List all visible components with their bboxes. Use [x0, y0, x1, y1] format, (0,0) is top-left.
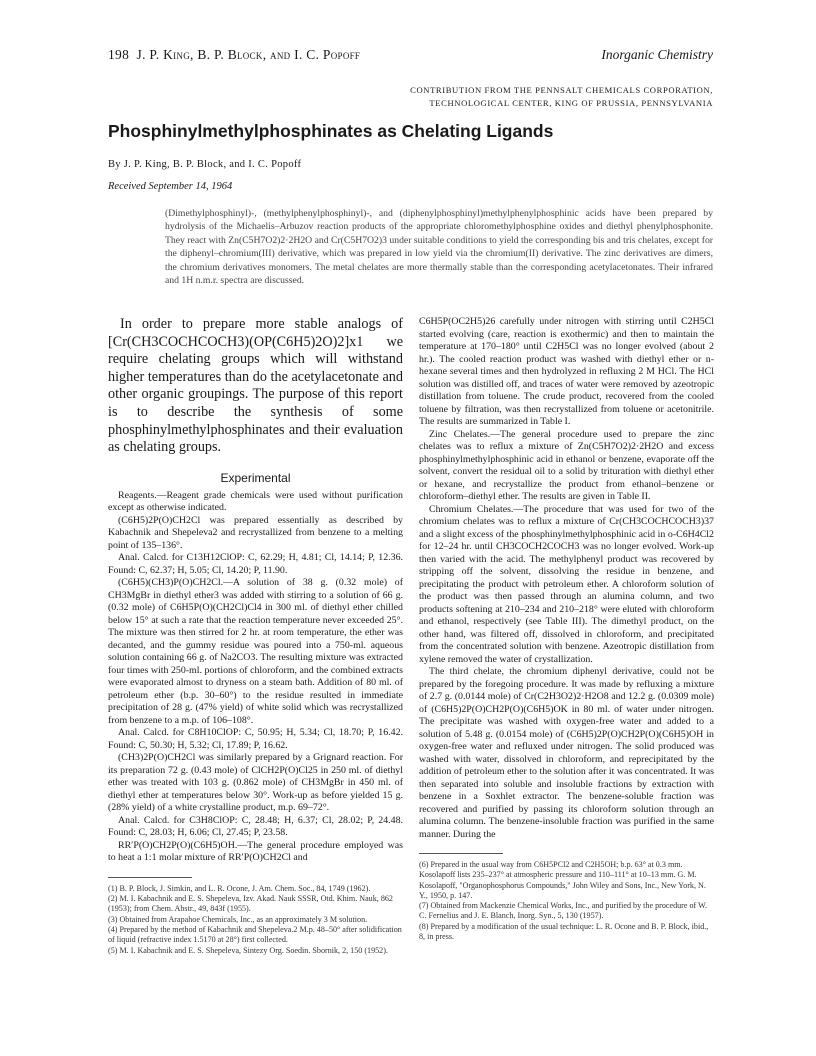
- paragraph: (CH3)2P(O)CH2Cl was similarly prepared by a Grignard reaction. For its preparation 72 g. (0.43 mole) of ClCH2P(O)Cl25 in 250 ml. of diethyl ether was treated with 103 g. (0.862 mole) of CH3MgBr in 450 ml. of diethyl ether at temperatures below 30°. Work-up as before yielded 15 g. (28% yield) of a white crystalline product, m.p. 69–72°.: [108, 752, 403, 814]
- paragraph: Anal. Calcd. for C8H10ClOP: C, 50.95; H, 5.34; Cl, 18.70; P, 16.42. Found: C, 50.30; H, 5.32; Cl, 17.89; P, 16.62.: [108, 727, 403, 751]
- paragraph: (C6H5)(CH3)P(O)CH2Cl.—A solution of 38 g. (0.32 mole) of CH3MgBr in diethyl ether3 was added with stirring to a solution of 66 g. (0.32 mole) of C6H5P(O)(CH2Cl)Cl4 in 300 ml. of diethyl ether chilled below 15° at such a rate that the reaction temperature never exceeded 25°. The mixture was then stirred for 2 hr. at room temperature, the ether was decanted, and the gummy residue was poured into a 750-ml. aqueous solution containing 66 g. of Na2CO3. The resulting mixture was extracted four times with 250-ml. portions of chloroform, and the combined extracts were evaporated almost to dryness on a steam bath. Addition of 80 ml. of petroleum ether (b.p. 30–60°) to the residue resulted in immediate precipitation of 28 g. (47% yield) of white solid which was recrystallized from benzene to a m.p. of 106–108°.: [108, 577, 403, 726]
- paragraph: Anal. Calcd. for C13H12ClOP: C, 62.29; H, 4.81; Cl, 14.14; P, 12.36. Found: C, 62.37; H, 5.05; Cl, 14.20; P, 11.90.: [108, 552, 403, 576]
- footnote: (1) B. P. Block, J. Simkin, and L. R. Ocone, J. Am. Chem. Soc., 84, 1749 (1962).: [108, 883, 371, 893]
- footnote: (7) Obtained from Mackenzie Chemical Works, Inc., and purified by the procedure of W. C. Fernelius and J. E. Blanch, Inorg. Syn., 5, 130 (1957).: [419, 901, 708, 921]
- abstract: (Dimethylphosphinyl)-, (methylphenylphosphinyl)-, and (diphenylphosphinyl)methylphenylphosphinic acids have been prepared by hydrolysis of the Michaelis–Arbuzov reaction products of the appropriate chloromethylphosphine oxides and diethyl phenylphosphonite. They react with Zn(C5H7O2)2·2H2O and Cr(C5H7O2)3 under suitable conditions to yield the corresponding bis and tris chelates, except for the diphenyl–chromium(III) derivative, which was prepared in low yield via the chromium(II) derivative. The zinc derivatives are dimers, the chromium derivatives monomers. The metal chelates are more thermally stable than the corresponding acetylacetonates. Their infrared and 1H n.m.r. spectra are discussed.: [165, 208, 714, 287]
- article-title: Phosphinylmethylphosphinates as Chelating Ligands: [108, 121, 554, 141]
- paragraph: Chromium Chelates.—The procedure that was used for two of the chromium chelates was to reflux a mixture of Cr(CH3COCHCOCH3)37 and a slight excess of the phosphinylmethylphosphinic acid in o-C6H4Cl2 for 12–24 hr. until CH3COCH2COCH3 was no longer evolved. Work-up then varied with the acid. The methylphenyl product was recovered by stripping off the solvent, dissolving the residue in benzene, and precipitating the product with petroleum ether. A chloroform solution of the product was then passed through an alumina column, and two products softening at 210–234 and 210–218° were eluted with chloroform and ethanol, respectively (see Table III). The dimethyl product, on the other hand, was filtered off, dissolved in chloroform, and precipitated from the concentrated solution with benzene. Azeotropic distillation from xylene removed the water of crystallization.: [419, 503, 714, 665]
- paragraph: Anal. Calcd. for C3H8ClOP: C, 28.48; H, 6.37; Cl, 28.02; P, 24.48. Found: C, 28.03; H, 6.06; Cl, 27.45; P, 23.58.: [108, 814, 403, 839]
- paragraph: C6H5P(OC2H5)26 carefully under nitrogen with stirring until C2H5Cl started evolving (care, reaction is exothermic) and then to maintain the temperature at 170–180° until C2H5Cl was no longer evolved (about 2 hr.). The cooled reaction product was washed with diethyl ether or n-hexane several times and then hydrolyzed in refluxing 2 M HCl. The HCl solution was distilled off, and traces of water were removed by azeotropic distillation from toluene. The crude product, recovered from the cooled toluene by filtration, was then recrystallized from toluene or acetonitrile. The results are summarized in Table I.: [419, 316, 714, 427]
- paragraph: RR′P(O)CH2P(O)(C6H5)OH.—The general procedure employed was to heat a 1:1 molar mixture of RR′P(O)CH2Cl and: [108, 839, 403, 864]
- page-number: 198: [108, 47, 130, 62]
- contribution-line-1: CONTRIBUTION FROM THE PENNSALT CHEMICALS CORPORATION,: [410, 85, 713, 95]
- paragraph: (C6H5)2P(O)CH2Cl was prepared essentially as described by Kabachnik and Shepeleva2 and recrystallized from benzene to a melting point of 135–136°.: [108, 514, 403, 551]
- paragraph: Zinc Chelates.—The general procedure used to prepare the zinc chelates was to reflux a mixture of Zn(C5H7O2)2·2H2O and excess phosphinylmethylphosphinic acid in ethanol or benzene, evaporate off the solvent, convert the residual oil to a solid by trituration with diethyl ether or hexane, and recrystallize the product from ethanol–benzene or chloroform–diethyl ether. The results are given in Table II.: [419, 428, 714, 502]
- section-heading-experimental: Experimental: [220, 470, 291, 485]
- footnote: (3) Obtained from Arapahoe Chemicals, Inc., as an approximately 3 M solution.: [108, 914, 368, 924]
- contribution-note: [410, 84, 713, 110]
- footnote: (5) M. I. Kabachnik and E. S. Shepeleva, Sintezy Org. Soedin. Sbornik, 2, 150 (1952).: [108, 945, 388, 955]
- contribution-line-2: TECHNOLOGICAL CENTER, KING OF PRUSSIA, PENNSYLVANIA: [429, 98, 713, 108]
- received-date: Received September 14, 1964: [108, 181, 233, 192]
- footnote: (8) Prepared by a modification of the usual technique: L. R. Ocone and B. P. Block, ibid., 8, in press.: [419, 921, 709, 942]
- byline: By J. P. King, B. P. Block, and I. C. Popoff: [108, 159, 302, 170]
- footnote-divider: [419, 853, 503, 854]
- footnote-divider: [108, 877, 192, 878]
- footnote: (4) Prepared by the method of Kabachnik and Shepeleva.2 M.p. 48–50° after solidification of liquid (refractive index 1.5170 at 28°) first collected.: [108, 924, 402, 945]
- introduction: In order to prepare more stable analogs of [Cr(CH3COCHCOCH3)(OP(C6H5)2O)2]x1 we require chelating groups which will withstand higher temperatures than do the acetylacetonate and other organic groupings. The purpose of this report is to describe the synthesis of some phosphinylmethylphosphinates and their evaluation as chelating groups.: [108, 316, 403, 456]
- paragraph: The third chelate, the chromium diphenyl derivative, could not be prepared by the foregoing procedure. It was made by refluxing a mixture of 2.7 g. (0.0144 mole) of Cr(C2H3O2)2·H2O8 and 12.2 g. (0.0309 mole) of (C6H5)2P(O)CH2P(O)(C6H5)OK in 80 ml. of water under nitrogen. The precipitate was washed with oxygen-free water and added to a solution of 5.48 g. (0.0154 mole) of (C6H5)2P(O)CH2P(O)(C6H5)OH in oxygen-free water and refluxed under nitrogen. The solid produced was washed with water, dissolved in chloroform, and reprecipitated by the addition of petroleum ether to the solution after it was concentrated. It was then separated into soluble and insoluble fractions by extraction with benzene in a Soxhlet extractor. The benzene-soluble fraction was recovered and purified by passing its chloroform solution through an alumina column. The benzene-insoluble fraction was purified in the same manner. During the: [419, 666, 714, 840]
- right-column: [419, 316, 714, 942]
- left-column: [108, 316, 403, 956]
- header-authors: J. P. King, B. P. Block, and I. C. Popoff: [136, 47, 361, 62]
- footnote: (2) M. I. Kabachnik and E. S. Shepeleva, Izv. Akad. Nauk SSSR, Otd. Khim. Nauk, 862 (1953); from Chem. Abstr., 49, 843f (1955).: [108, 894, 393, 914]
- paragraph: Reagents.—Reagent grade chemicals were used without purification except as otherwise indicated.: [108, 489, 403, 514]
- footnote: (6) Prepared in the usual way from C6H5PCl2 and C2H5OH; b.p. 63° at 0.3 mm. Kosolapoff lists 235–237° at atmospheric pressure and 110–111° at 10–13 mm. G. M. Kosolapoff, "Organophosphorus Compounds," John Wiley and Sons, Inc., New York, N. Y., 1950, p. 147.: [419, 860, 706, 900]
- running-header: [108, 47, 713, 67]
- journal-name: Inorganic Chemistry: [601, 47, 713, 62]
